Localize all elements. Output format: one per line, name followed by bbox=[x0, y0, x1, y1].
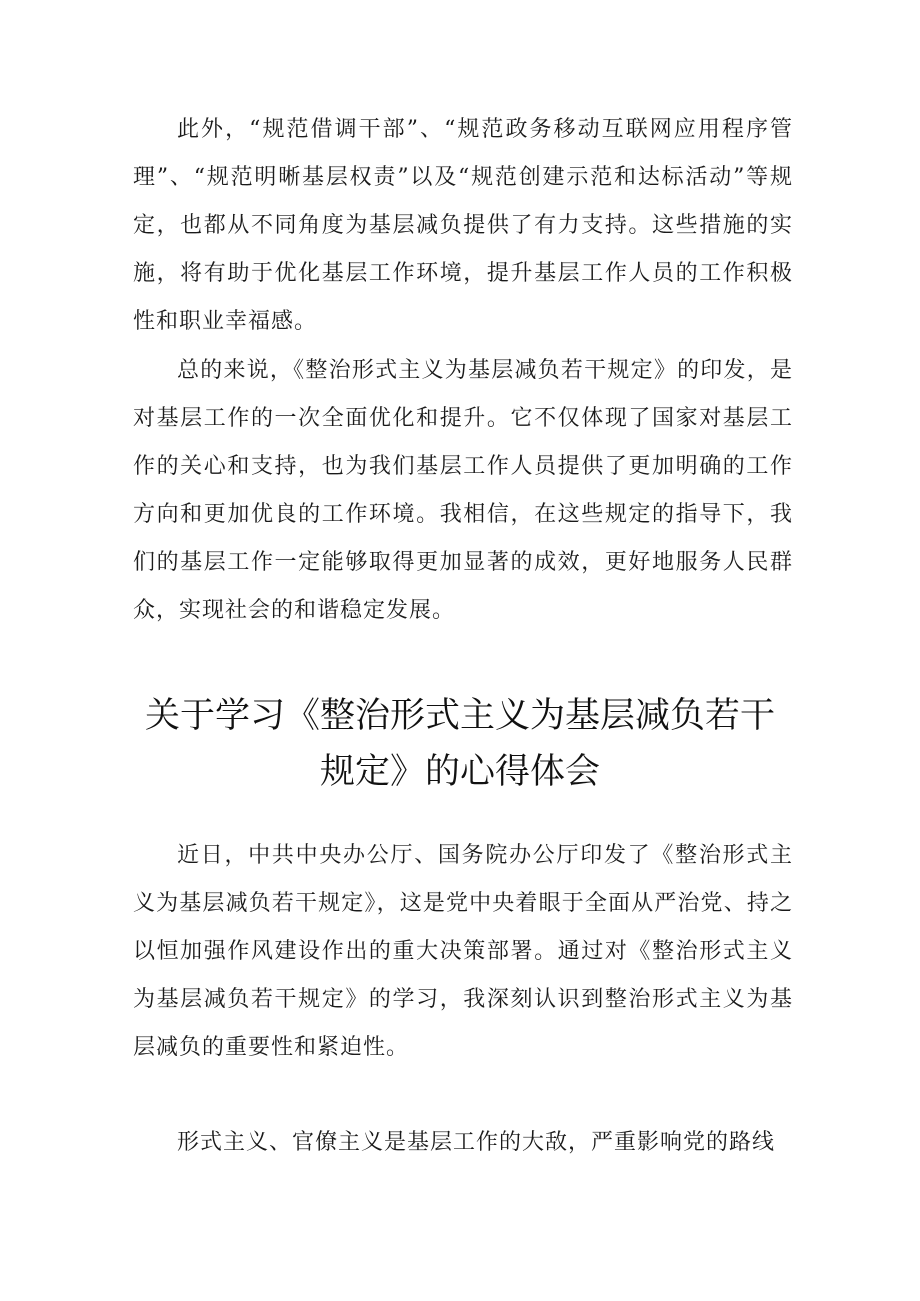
body-paragraph: 总的来说，《整治形式主义为基层减负若干规定》的印发，是对基层工作的一次全面优化和提升。它不仅体现了国家对基层工作的关心和支持，也为我们基层工作人员提供了更加明确的工作方向和更加优良的工作环境。我相信，在这些规定的指导下，我们的基层工作一定能够取得更加显著的成效，更好地服务人民群众，实现社会的和谐稳定发展。 bbox=[133, 358, 793, 623]
body-paragraph: 此外，“规范借调干部”、“规范政务移动互联网应用程序管理”、“规范明晰基层权责”以及“规范创建示范和达标活动”等规定，也都从不同角度为基层减负提供了有力支持。这些措施的实施，将有助于优化基层工作环境，提升基层工作人员的工作积极性和职业幸福感。 bbox=[133, 117, 793, 334]
body-paragraph: 形式主义、官僚主义是基层工作的大敌，严重影响党的路线 bbox=[177, 1130, 776, 1155]
document-title: 关于学习《整治形式主义为基层减负若干规定》的心得体会 bbox=[144, 696, 775, 792]
body-paragraph: 近日，中共中央办公厅、国务院办公厅印发了《整治形式主义为基层减负若干规定》，这是党中央着眼于全面从严治党、持之以恒加强作风建设作出的重大决策部署。通过对《整治形式主义为基层减负若干规定》的学习，我深刻认识到整治形式主义为基层减负的重要性和紧迫性。 bbox=[133, 843, 793, 1060]
